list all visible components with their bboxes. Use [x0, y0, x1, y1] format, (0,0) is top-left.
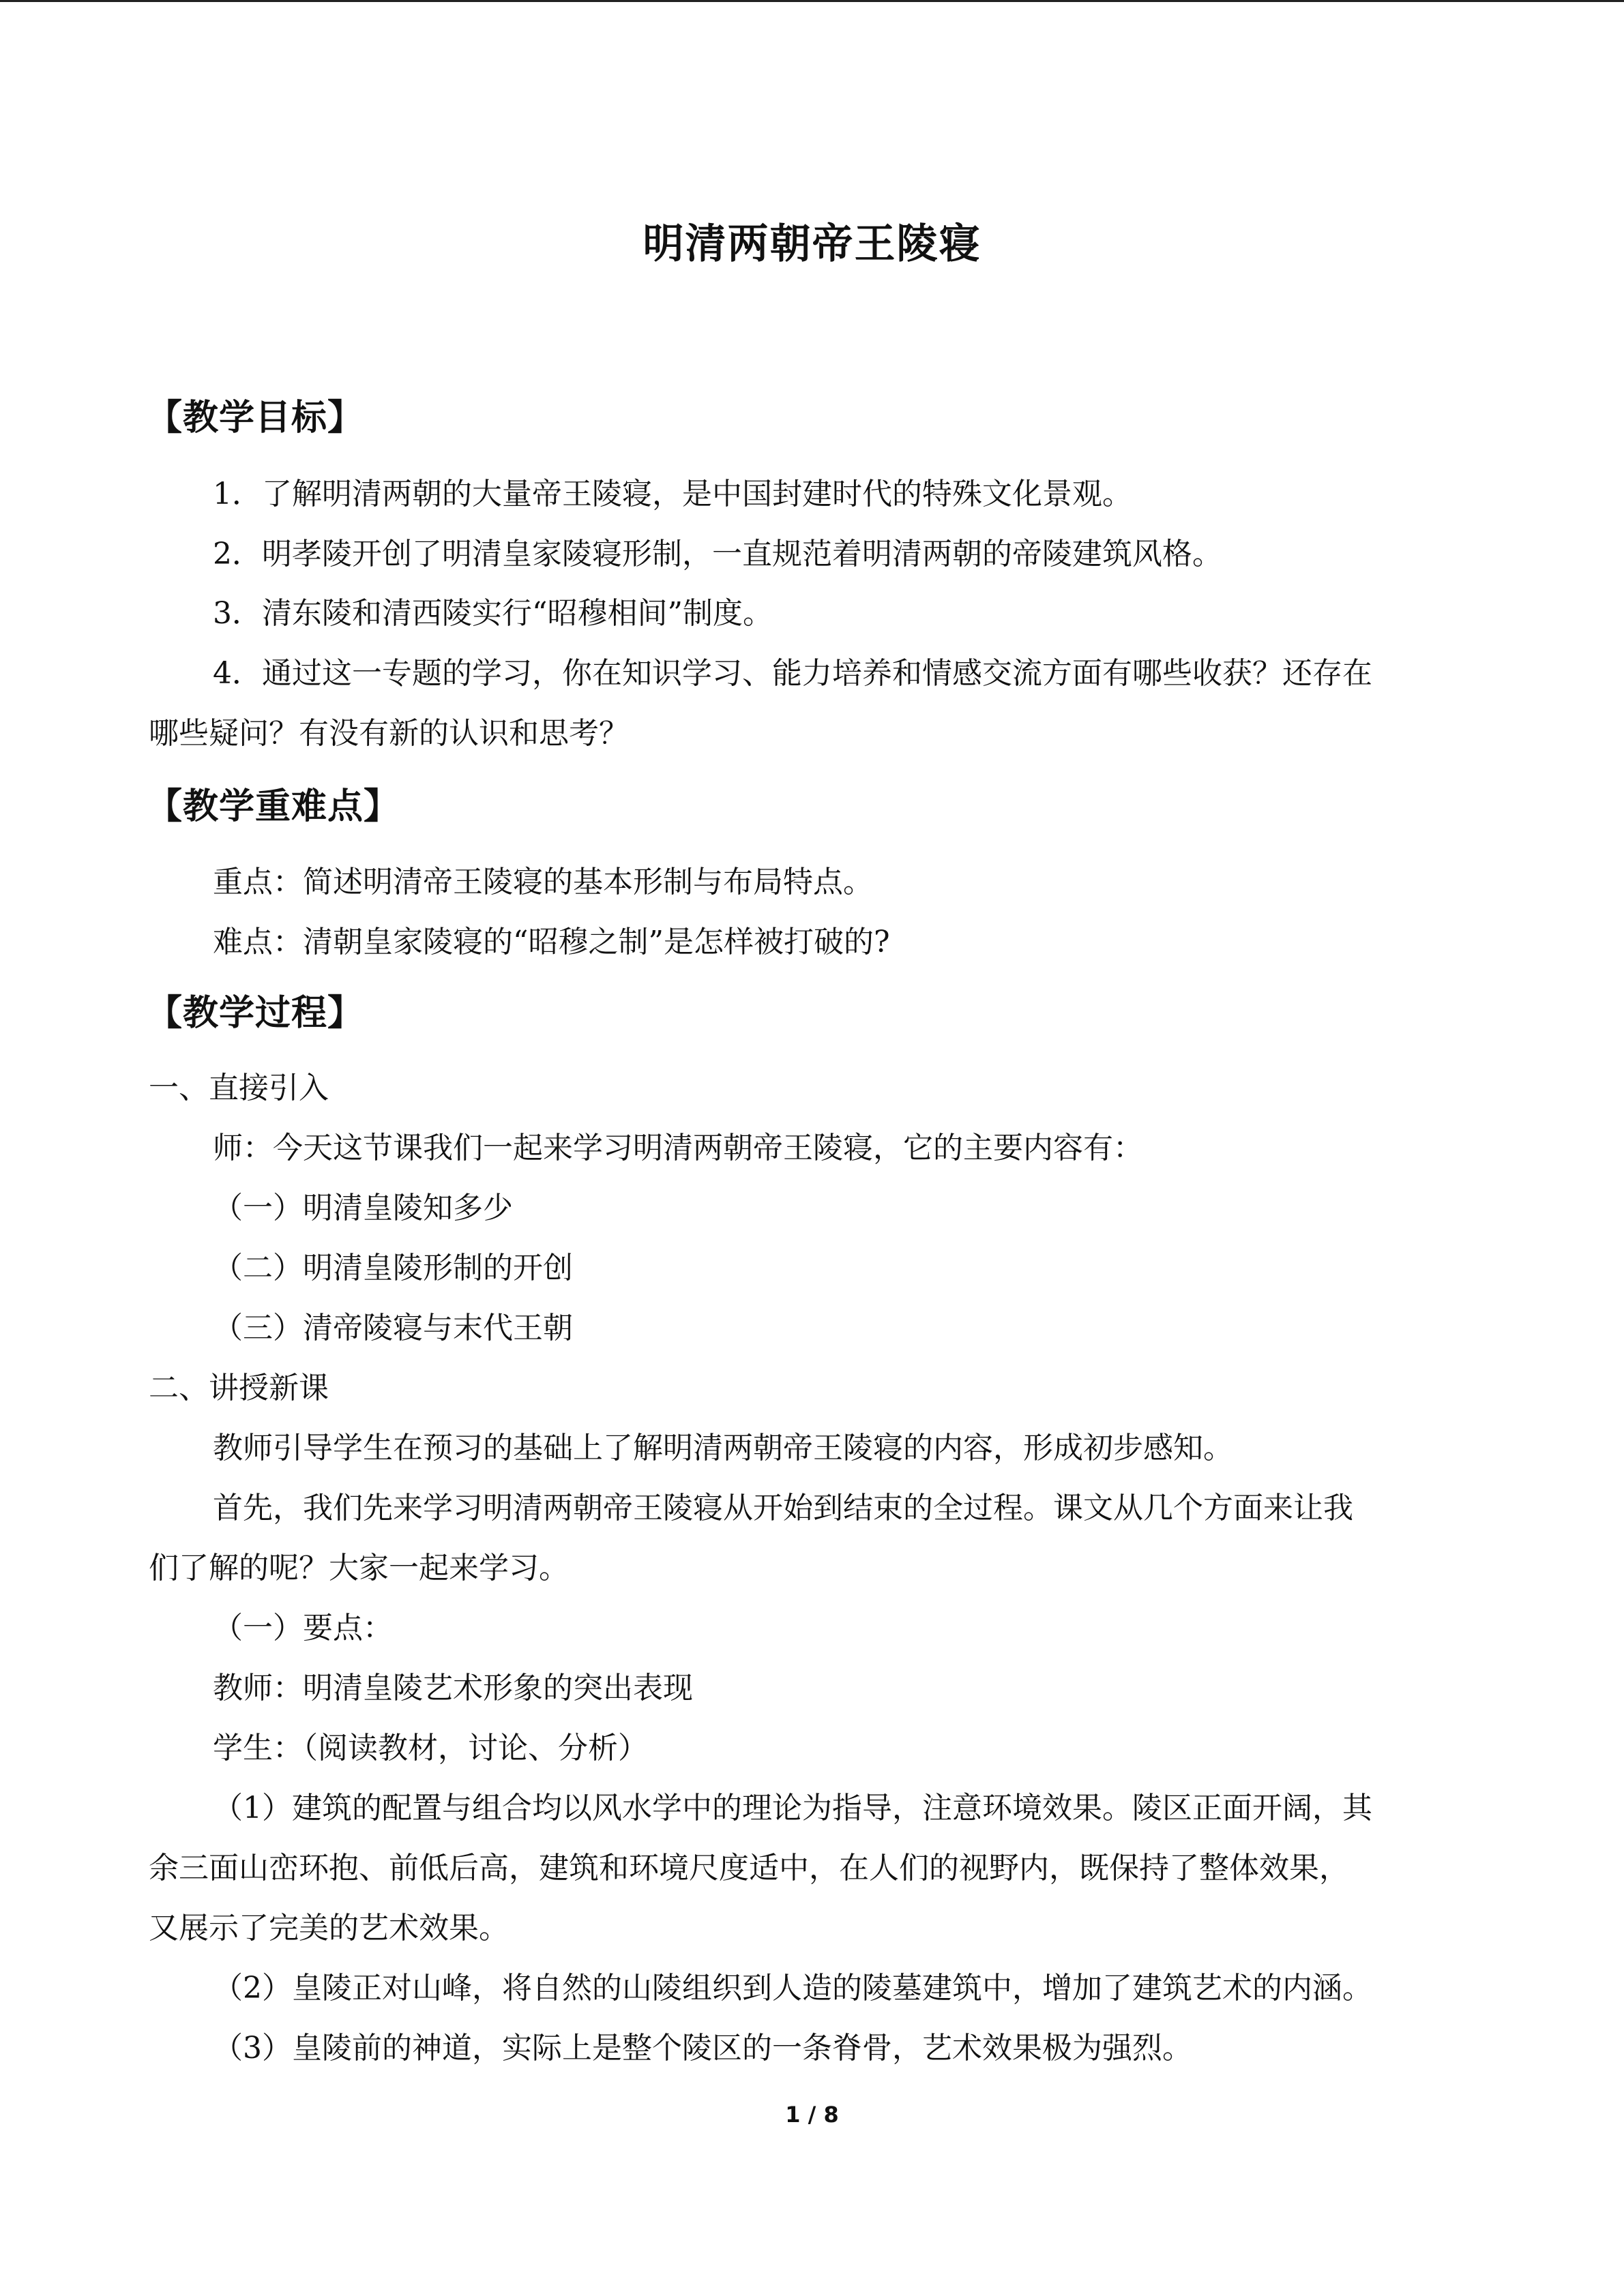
process-part1-line: （三）清帝陵寝与末代王朝: [213, 1311, 573, 1345]
process-part2-line: （一）要点：: [213, 1611, 393, 1645]
process-part2-line: （1）建筑的配置与组合均以风水学中的理论为指导，注意环境效果。陵区正面开阔，其: [213, 1791, 1372, 1825]
document-title: 明清两朝帝王陵寝: [643, 220, 981, 268]
section-heading-process: 【教学过程】: [147, 993, 364, 1034]
goal-item-1: 1．了解明清两朝的大量帝王陵寝，是中国封建时代的特殊文化景观。: [213, 477, 1132, 511]
process-part2-line: 首先，我们先来学习明清两朝帝王陵寝从开始到结束的全过程。课文从几个方面来让我: [213, 1491, 1353, 1525]
process-part2-line: 们了解的呢？大家一起来学习。: [149, 1551, 569, 1585]
top-border-rule: [0, 0, 1624, 2]
process-part2-line: 学生：（阅读教材，讨论、分析）: [213, 1731, 648, 1765]
process-part1-line: （二）明清皇陵形制的开创: [213, 1251, 573, 1285]
key-point-focus: 重点：简述明清帝王陵寝的基本形制与布局特点。: [213, 865, 873, 899]
page-number: 1 / 8: [785, 2102, 839, 2128]
key-point-difficulty: 难点：清朝皇家陵寝的“昭穆之制”是怎样被打破的?: [213, 925, 890, 959]
process-part2-line: 教师：明清皇陵艺术形象的突出表现: [213, 1671, 693, 1705]
goal-item-2: 2．明孝陵开创了明清皇家陵寝形制，一直规范着明清两朝的帝陵建筑风格。: [213, 537, 1222, 571]
process-part2-line: 余三面山峦环抱、前低后高，建筑和环境尺度适中，在人们的视野内，既保持了整体效果，: [149, 1851, 1349, 1885]
process-part1-line: 师：今天这节课我们一起来学习明清两朝帝王陵寝，它的主要内容有：: [213, 1131, 1143, 1165]
process-part2-line: 教师引导学生在预习的基础上了解明清两朝帝王陵寝的内容，形成初步感知。: [213, 1431, 1233, 1465]
process-part2-line: 又展示了完美的艺术效果。: [149, 1911, 509, 1945]
process-part2-title: 二、讲授新课: [149, 1371, 329, 1405]
goal-item-4: 4．通过这一专题的学习，你在知识学习、能力培养和情感交流方面有哪些收获？还存在: [213, 656, 1372, 691]
process-part1-line: （一）明清皇陵知多少: [213, 1191, 513, 1225]
process-part2-line: （2）皇陵正对山峰，将自然的山陵组织到人造的陵墓建筑中，增加了建筑艺术的内涵。: [213, 1971, 1372, 2006]
process-part1-title: 一、直接引入: [149, 1071, 329, 1105]
process-part2-line: （3）皇陵前的神道，实际上是整个陵区的一条脊骨，艺术效果极为强烈。: [213, 2031, 1192, 2066]
section-heading-key-points: 【教学重难点】: [147, 786, 400, 827]
section-heading-goals: 【教学目标】: [147, 398, 364, 438]
goal-item-3: 3．清东陵和清西陵实行“昭穆相间”制度。: [213, 596, 773, 631]
goal-item-4-continued: 哪些疑问？有没有新的认识和思考？: [149, 716, 629, 751]
